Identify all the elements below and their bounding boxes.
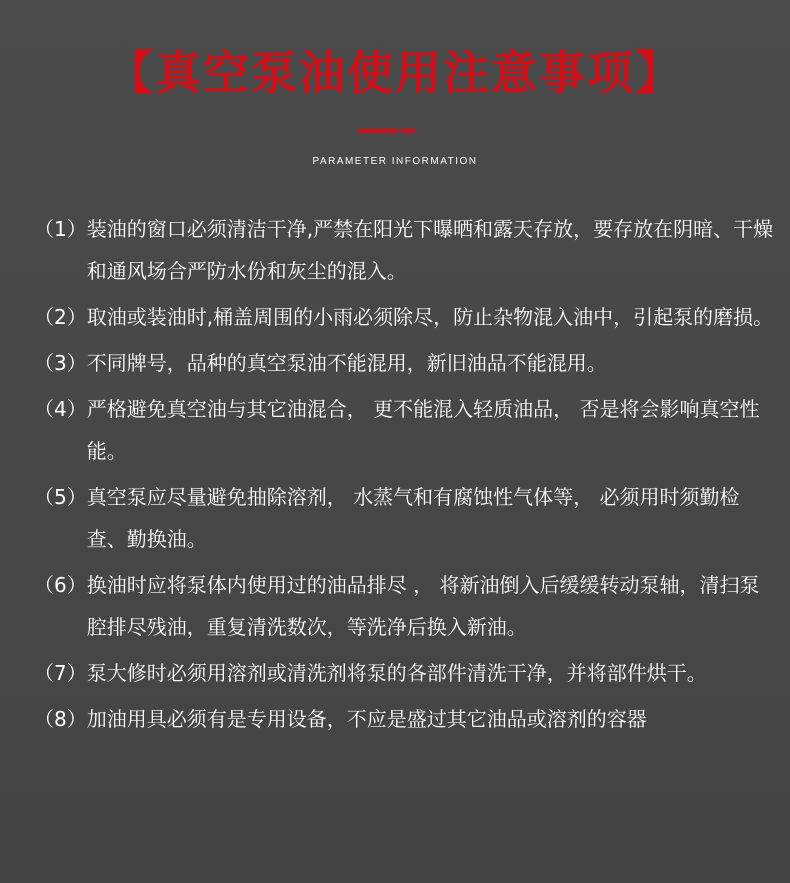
notice-number: （6） [34, 573, 87, 597]
notice-text: 真空泵应尽量避免抽除溶剂， 水蒸气和有腐蚀性气体等， 必须用时须勤检查、勤换油。 [86, 485, 740, 551]
notice-item-3 [34, 342, 774, 384]
notice-item-5 [34, 476, 774, 560]
notice-text: 换油时应将泵体内使用过的油品排尽 ， 将新油倒入后缓缓转动泵轴，清扫泵腔排尽残油，重复清洗数次，等洗净后换入新油。 [86, 573, 760, 639]
notice-number: （7） [34, 661, 87, 685]
notice-number: （5） [34, 485, 87, 509]
notice-text: 加油用具必须有是专用设备，不应是盛过其它油品或溶剂的容器 [86, 707, 647, 731]
notice-text: 取油或装油时,桶盖周围的小雨必须除尽，防止杂物混入油中，引起泵的磨损。 [86, 305, 774, 329]
divider-main-segment [358, 129, 398, 133]
title-divider [358, 128, 434, 133]
notice-text: 严格避免真空油与其它油混合， 更不能混入轻质油品， 否是将会影响真空性能。 [86, 397, 760, 463]
notice-number: （8） [34, 707, 87, 731]
notice-text: 不同牌号，品种的真空泵油不能混用，新旧油品不能混用。 [86, 351, 607, 375]
notice-item-8 [34, 698, 774, 740]
page-title: 【真空泵油使用注意事项】 [107, 46, 683, 100]
notice-item-2 [34, 296, 774, 338]
notice-item-7 [34, 652, 774, 694]
notice-number: （3） [34, 351, 87, 375]
notice-text: 泵大修时必须用溶剂或清洗剂将泵的各部件清洗干净，并将部件烘干。 [86, 661, 707, 685]
notice-list [34, 208, 774, 744]
notice-item-1 [34, 208, 774, 292]
notice-item-6 [34, 564, 774, 648]
notice-item-4 [34, 388, 774, 472]
notice-number: （1） [34, 217, 87, 241]
page-subtitle: PARAMETER INFORMATION [312, 156, 478, 167]
notice-number: （2） [34, 305, 87, 329]
divider-small-segment [401, 129, 415, 133]
notice-number: （4） [34, 397, 87, 421]
notice-text: 装油的窗口必须清洁干净,严禁在阳光下曝晒和露天存放，要存放在阴暗、干燥和通风场合严防水份和灰尘的混入。 [86, 217, 774, 283]
